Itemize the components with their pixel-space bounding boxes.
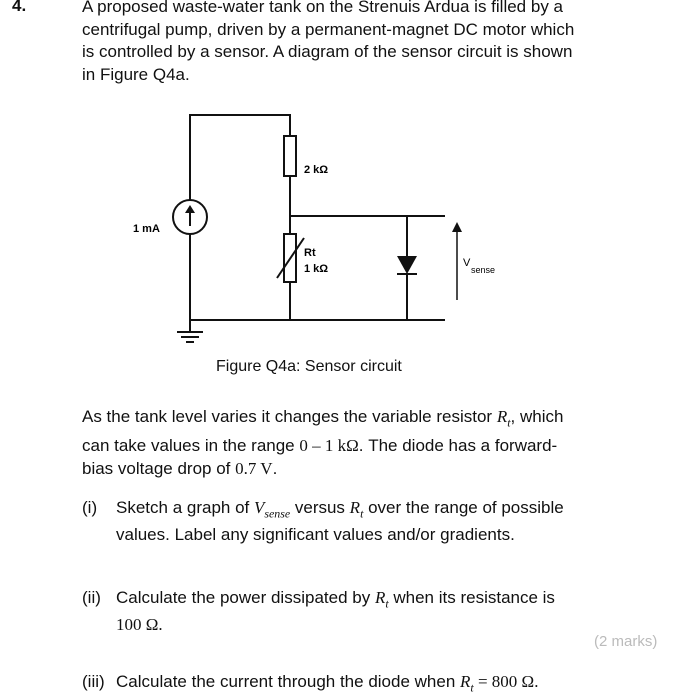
vsense-sub-label: sense	[471, 265, 496, 275]
r1-label: 2 kΩ	[304, 164, 329, 176]
part-text: Sketch a graph of	[116, 498, 254, 517]
description-paragraph	[82, 405, 692, 480]
rt-symbol: R	[496, 407, 508, 426]
part-text: values. Label any significant values and/or gradients.	[116, 525, 515, 545]
part-label: (ii)	[82, 588, 101, 607]
intro-line-3: is controlled by a sensor. A diagram of the sensor circuit is shown	[82, 42, 573, 61]
rt-sub: t	[470, 680, 474, 695]
part-ii	[82, 587, 555, 636]
marks-faded: (2 marks)	[594, 633, 658, 650]
para-text: .	[272, 459, 278, 479]
wire-left-rail	[190, 115, 290, 200]
para-line-1	[82, 405, 692, 434]
part-text: Calculate the power dissipated by	[116, 588, 375, 607]
part-text: when its resistance is	[388, 588, 555, 607]
part-label: (iii)	[82, 672, 105, 691]
intro-line-4: in Figure Q4a.	[82, 64, 190, 84]
vsense-label: V	[463, 257, 471, 269]
part-i	[82, 497, 564, 546]
intro-line-1: A proposed waste-water tank on the Strenuis Ardua is filled by a	[82, 0, 563, 16]
part-text: versus	[290, 498, 350, 517]
part-label: (i)	[82, 498, 98, 517]
rt-name-label: Rt	[304, 247, 316, 259]
rt-symbol: R	[460, 672, 471, 691]
part-text: Calculate the current through the diode when	[116, 672, 461, 691]
rt-value-label: 1 kΩ	[304, 263, 329, 275]
part-text: = 800 Ω.	[473, 672, 539, 691]
resistor-2k	[284, 136, 296, 176]
range-value: 0 – 1 kΩ	[299, 436, 359, 456]
para-text: bias voltage drop of	[82, 459, 236, 479]
vsense-symbol: V	[253, 498, 265, 517]
rt-sub: t	[385, 596, 389, 611]
para-line-2	[82, 434, 692, 457]
rt-sub: t	[507, 415, 511, 430]
voltage-value: 0.7 V	[235, 459, 273, 479]
para-text: , which	[510, 407, 564, 426]
source-label: 1 mA	[133, 223, 160, 235]
para-text: As the tank level varies it changes the variable resistor	[82, 407, 497, 426]
figure-caption: Figure Q4a: Sensor circuit	[216, 358, 402, 375]
para-line-3	[82, 457, 692, 480]
intro-line-2: centrifugal pump, driven by a permanent-magnet DC motor which	[82, 19, 575, 39]
vsense-sub: sense	[264, 506, 291, 521]
rt-symbol: R	[349, 498, 361, 517]
para-text: can take values in the range	[82, 436, 300, 456]
resistance-value: 100 Ω.	[116, 615, 163, 635]
rt-sub: t	[360, 506, 364, 521]
diode-triangle	[397, 256, 417, 274]
vsense-arrowhead	[452, 222, 462, 232]
question-number: 4.	[12, 0, 27, 15]
part-text: over the range of possible	[363, 498, 564, 517]
rt-symbol: R	[374, 588, 386, 607]
para-text: . The diode has a forward-	[358, 436, 558, 456]
